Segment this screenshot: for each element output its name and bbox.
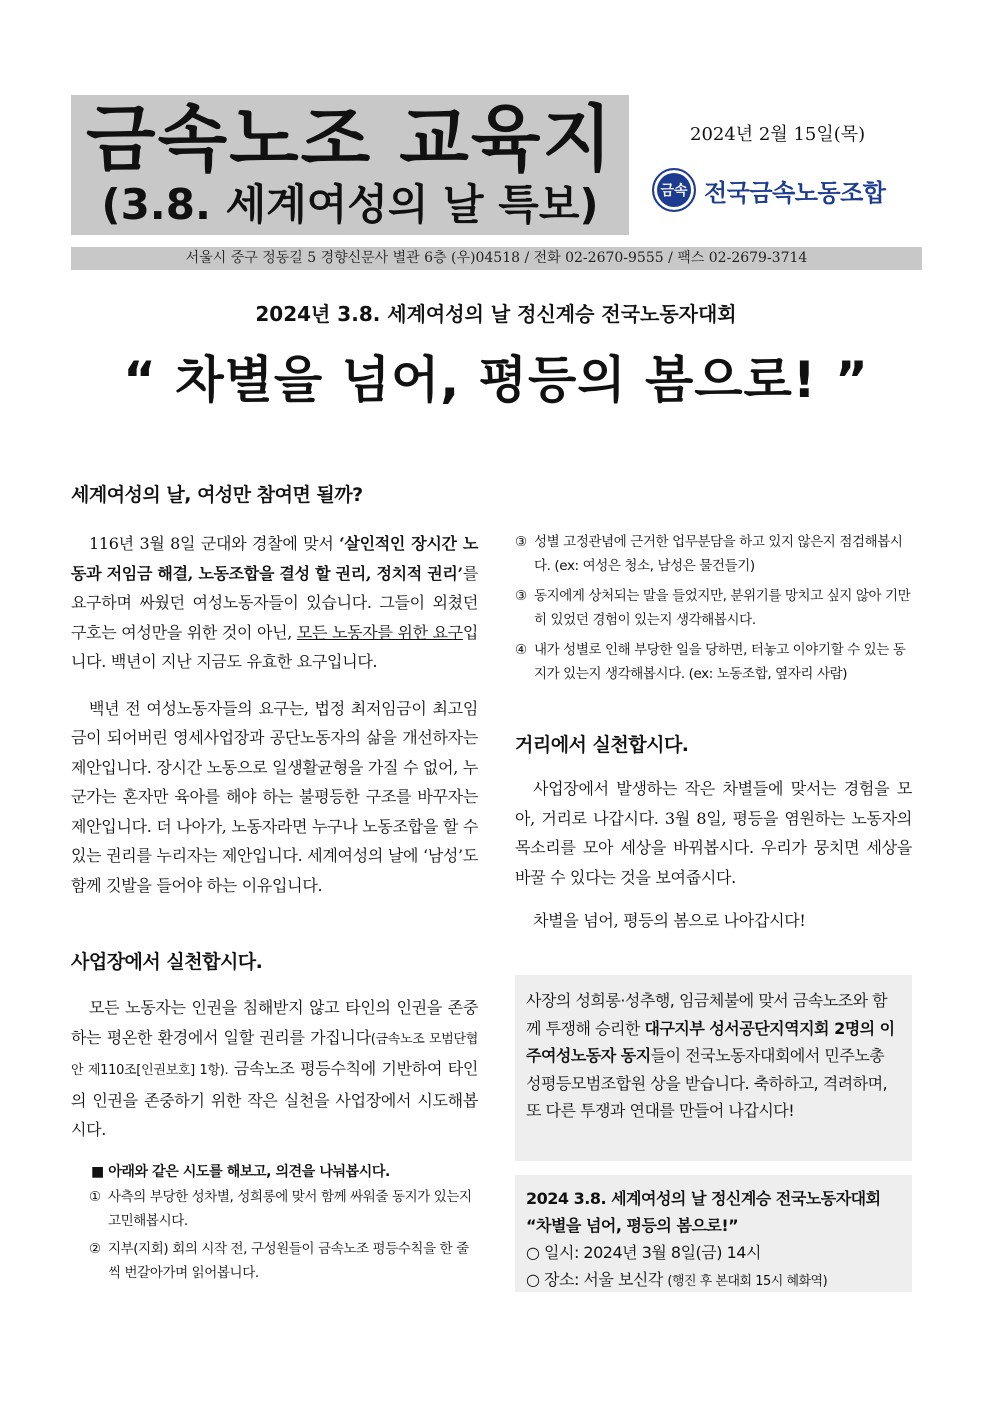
item-text: 성별 고정관념에 근거한 업무분담을 하고 있지 않은지 점검해봅시다. (ex: 여성은 청소, 남성은 물건들기) [534,534,903,574]
location-text: ○ 장소: 서울 보신각 [526,1270,668,1289]
item-number: ① [89,1188,101,1205]
event-date: ○ 일시: 2024년 3월 8일(금) 14시 [526,1243,761,1262]
practice-list-right [515,530,912,686]
bylaw-reference: (금속노조 모범단협안 제110조[인권보호] 1항). [71,1031,478,1078]
event-slogan: “ 차별을 넘어, 평등의 봄으로! ” [123,351,869,409]
event-location [526,1266,901,1295]
section3-paragraph-2: 차별을 넘어, 평등의 봄으로 나아갑시다! [533,911,806,930]
masthead-banner [71,95,629,235]
text-span: 모든 노동자는 인권을 침해받지 않고 타인의 인권을 존중하는 평온한 환경에서 일할 권리를 가집니다 [71,998,478,1047]
address-bar: 서울시 중구 정동길 5 경향신문사 별관 6층 (우)04518 / 전화 02-2670-9555 / 팩스 02-2679-3714 [71,247,922,270]
section1-paragraph-2: 백년 전 여성노동자들의 요구는, 법정 최저임금이 최고임금이 되어버린 영세사업장과 공단노동자의 삶을 개선하자는 제안입니다. 장시간 노동으로 일생활균형을 가질 수 없어, 누군가는 혼자만 육아를 해야 하는 불평등한 구조를 바꾸자는 제안입니다. 더 나아가, 노동자라면 누구나 노동조합을 할 수 있는 권리를 누리자는 제안입니다. 세계여성의 날에 ‘남성’도 함께 깃발을 들어야 하는 이유입니다. [71,698,478,895]
emphasis-demands: ‘살인적인 장시간 노동과 저임금 해결, 노동조합을 결성 할 권리, 정치적 권리’ [71,534,478,583]
list-item [515,530,912,578]
text-span: 를 요구하며 싸웠던 여성노동자들이 있습니다. 그들이 외쳤던 구호는 여성만을 위한 것이 아닌, [71,563,478,642]
section3-paragraph-1: 사업장에서 발생하는 작은 차별들에 맞서는 경험을 모아, 거리로 나갑시다. 3월 8일, 평등을 염원하는 노동자의 목소리를 모아 세상을 바꿔봅시다. 우리가 뭉치면 세상을 바꿀 수 있다는 것을 보여줍시다. [515,779,912,887]
union-name: 전국금속노동조합 [704,178,886,207]
item-number: ④ [515,642,527,658]
list-item [89,1237,478,1285]
union-emblem-icon: 금속 [652,168,696,212]
section-heading-street: 거리에서 실천합시다. [515,734,689,756]
text-span: 116년 3월 8일 군대와 경찰에 맞서 [89,534,340,553]
right-column [515,478,912,936]
text-span: 사장의 성희롱·성추행, 임금체불에 맞서 금속노조와 함께 투쟁해 승리한 [526,991,888,1038]
item-text: 사측의 부당한 성차별, 성희롱에 맞서 함께 싸워줄 동지가 있는지 고민해봅시다. [108,1188,472,1229]
award-notice-box [515,975,912,1161]
list-item [515,638,912,686]
item-text: 지부(지회) 회의 시작 전, 구성원들이 금속노조 평등수칙을 한 줄씩 번갈아가며 읽어봅니다. [108,1240,469,1281]
practice-list-heading: ■ 아래와 같은 시도를 해보고, 의견을 나눠봅시다. [91,1163,390,1180]
union-logo [652,168,885,212]
section-heading-workplace: 사업장에서 실천합시다. [71,951,263,973]
text-span: 입니다. 백년이 지난 지금도 유효한 요구입니다. [71,622,478,671]
left-column [71,480,478,1285]
list-item [515,584,912,632]
newsletter-subtitle: (3.8. 세계여성의 날 특보) [101,180,599,229]
award-recipients: 대구지부 성서공단지역지회 2명의 이주여성노동자 동지 [526,1018,895,1065]
section1-paragraph-1 [71,529,478,677]
award-notice-text [526,987,901,1125]
location-note: (행진 후 본대회 15시 혜화역) [667,1274,828,1289]
section2-paragraph [71,993,478,1145]
item-number: ② [89,1240,101,1257]
item-text: 동지에게 상처되는 말을 들었지만, 분위기를 망치고 싶지 않아 기만히 있었던 경험이 있는지 생각해봅시다. [534,588,911,628]
newsletter-title: 금속노조 교육지 [86,97,614,181]
item-text: 내가 성별로 인해 부당한 일을 당하면, 터놓고 이야기할 수 있는 동지가 있는지 생각해봅시다. (ex: 노동조합, 옆자리 사람) [534,642,906,682]
list-item [89,1185,478,1233]
event-info-box [515,1175,912,1292]
item-number: ③ [515,534,527,550]
issue-date: 2024년 2월 15일(목) [690,124,866,145]
section-heading-women-day: 세계여성의 날, 여성만 참여면 될까? [71,484,363,506]
event-heading: 2024년 3.8. 세계여성의 날 정신계승 전국노동자대회 [255,302,737,326]
item-number: ③ [515,588,527,604]
underline-phrase: 모든 노동자를 위한 요구 [296,622,463,642]
event-info-title: 2024 3.8. 세계여성의 날 정신계승 전국노동자대회 “차별을 넘어, 평등의 봄으로!” [526,1189,881,1235]
practice-list-left [89,1185,478,1285]
text-span: 금속노조 평등수칙에 기반하여 타인의 인권을 존중하기 위한 작은 실천을 사업장에서 시도해봅시다. [71,1059,479,1139]
text-span: 들이 전국노동자대회에서 민주노총 성평등모범조합원 상을 받습니다. 축하하고, 격려하며, 또 다른 투쟁과 연대를 만들어 나갑시다! [526,1046,888,1120]
